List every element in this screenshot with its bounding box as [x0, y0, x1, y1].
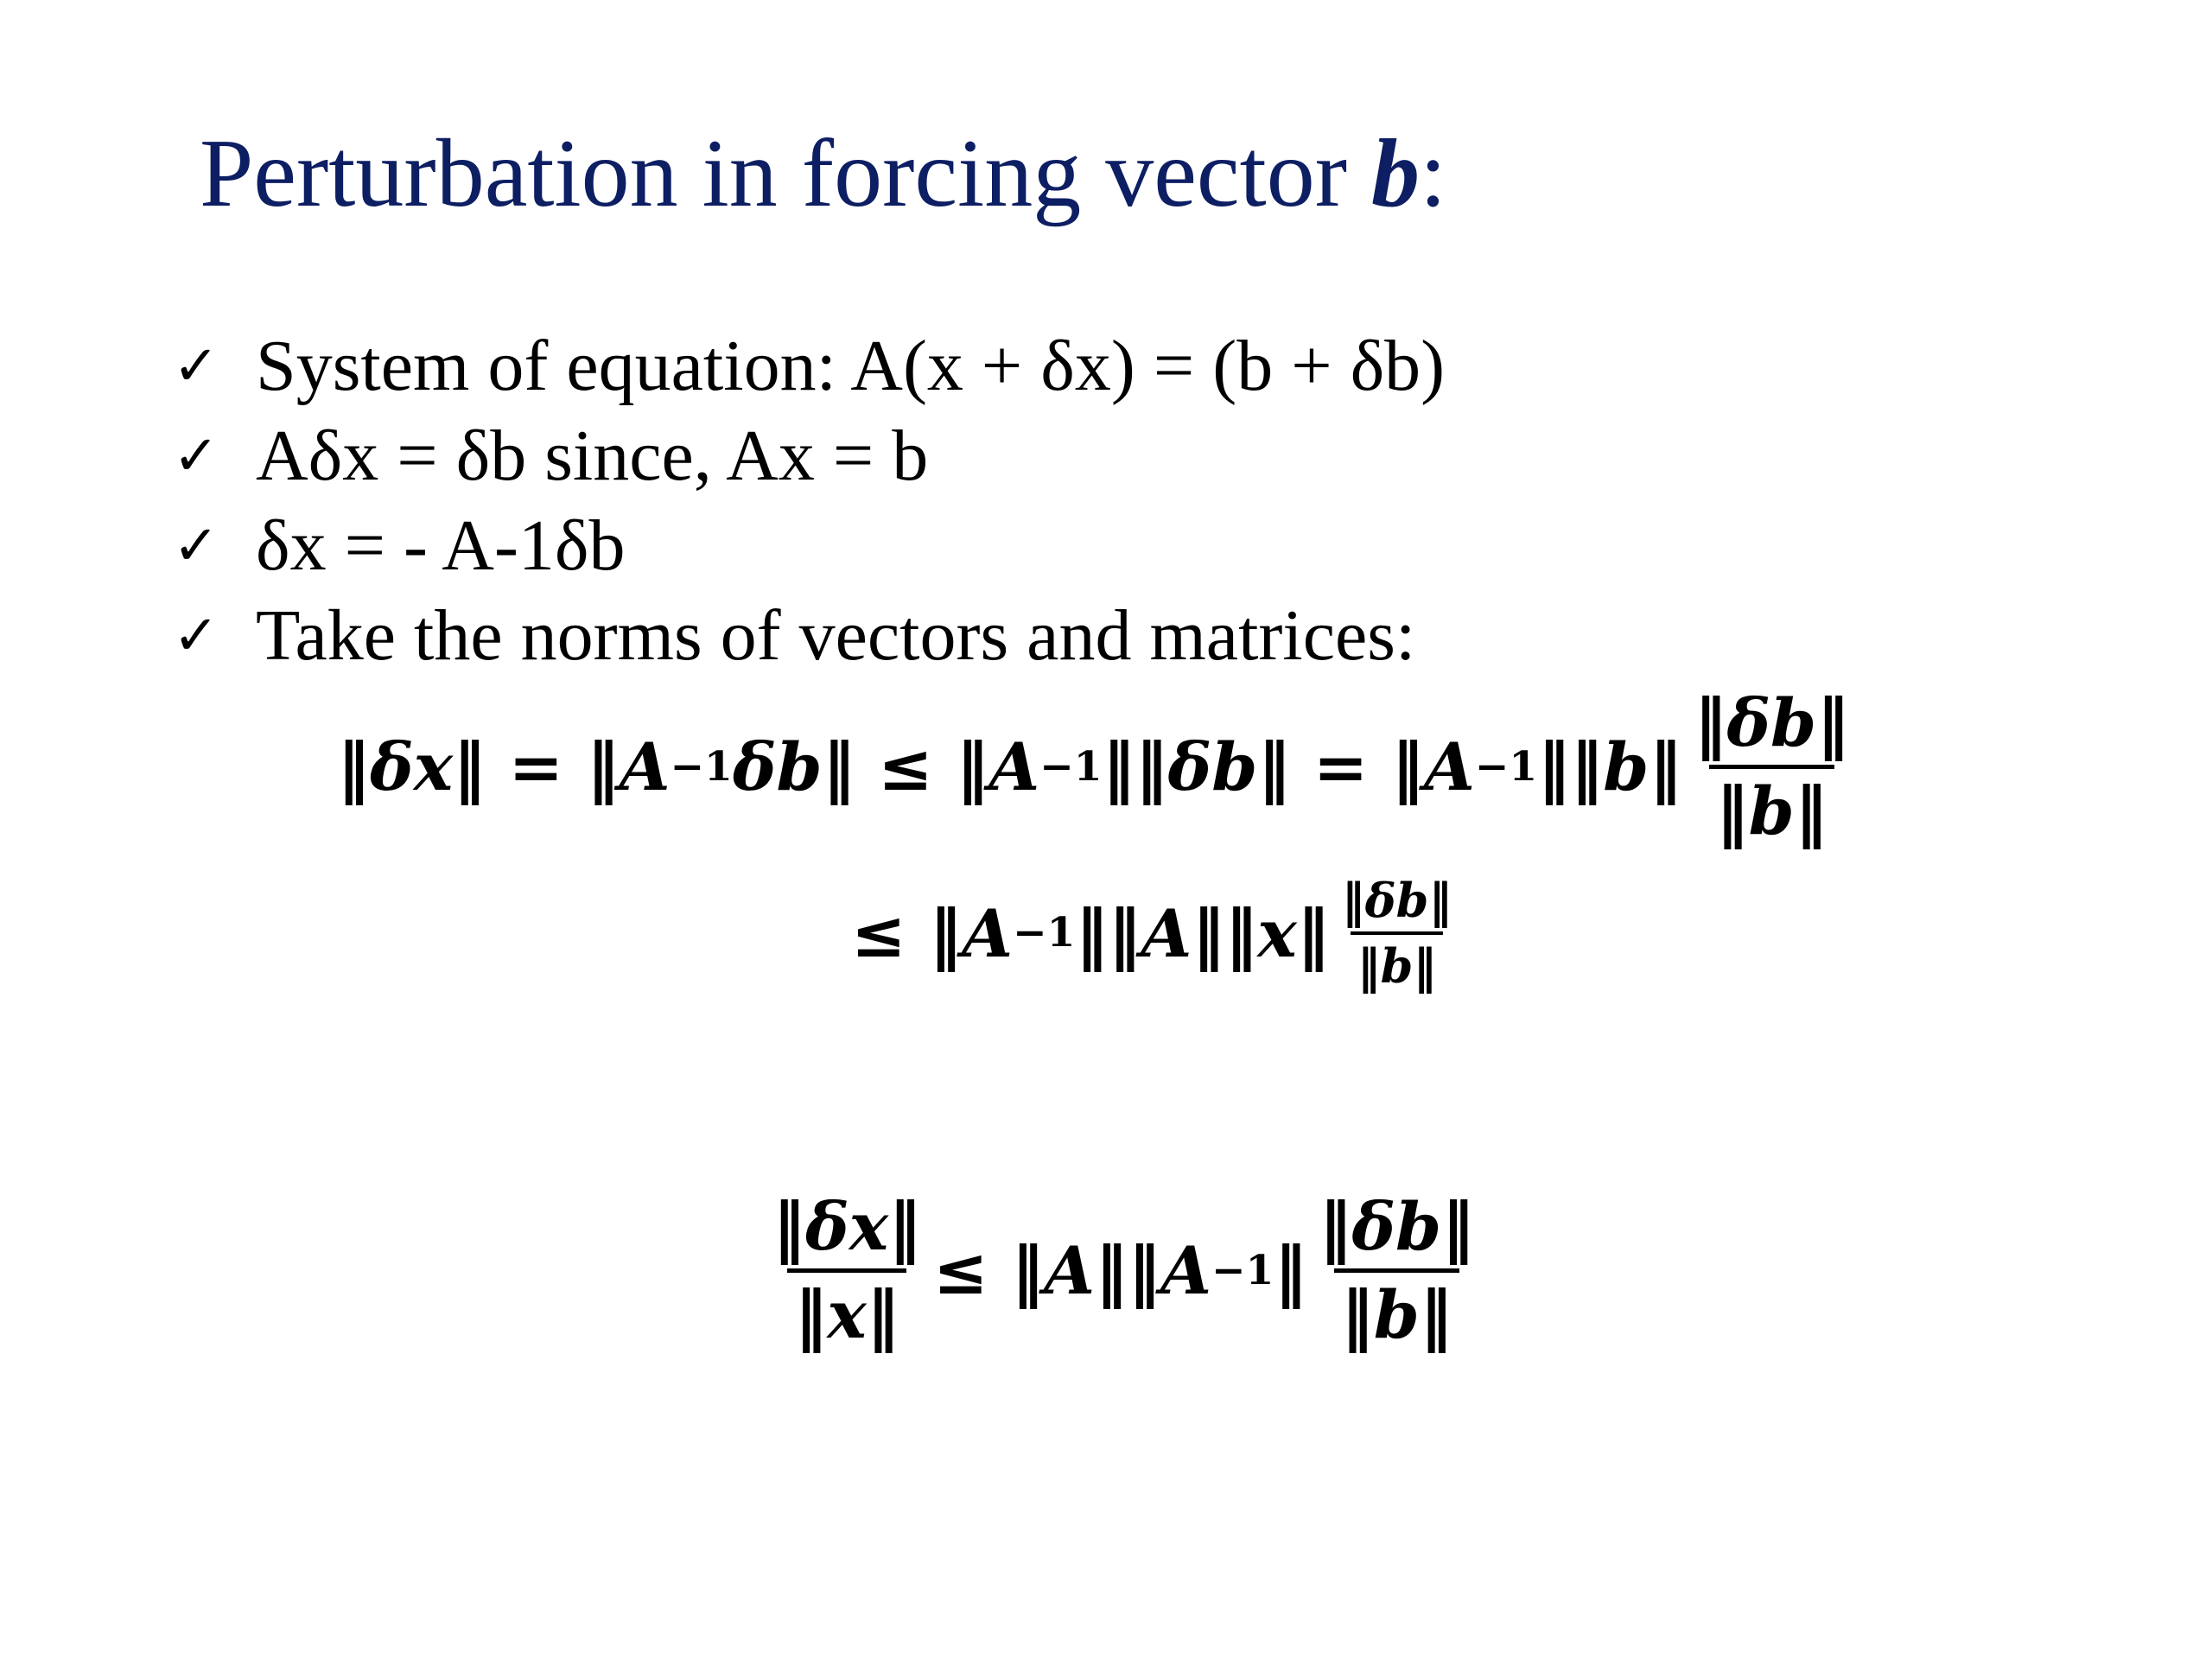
bullet-text: δx = - A-1δb: [256, 505, 626, 586]
eq1-fraction: [1687, 684, 1856, 849]
eq3-rhs-fraction: [1312, 1188, 1481, 1353]
eq1-part: δb‖ ≤ ‖A: [732, 728, 1040, 805]
eq1-part: ‖δx‖ = ‖A: [337, 728, 671, 805]
check-icon: ✓: [173, 604, 219, 668]
eq3-part: ≤ ‖A‖‖A: [933, 1232, 1212, 1309]
norm-inequality-line-1: ‖δx‖ = ‖A −1 δb‖ ≤ ‖A −1 ‖‖δb‖ = ‖A −1 ‖‖b‖ $\frac{‖\delta b‖}{‖b‖}$: [337, 684, 1861, 849]
eq1-part: ‖‖δb‖ = ‖A: [1102, 728, 1475, 805]
eq1-numerator: ‖δb‖: [1694, 684, 1850, 761]
norm-inequality-line-2: ≤ ‖A −1 ‖‖A‖‖x‖ $\frac{‖\delta b‖}{‖b‖}$: [851, 873, 1464, 994]
eq1-part: ‖‖b‖: [1537, 728, 1682, 805]
title-text: Perturbation in forcing vector: [200, 120, 1372, 227]
eq2-denominator: ‖b‖: [1351, 931, 1444, 994]
eq3-lhs-denominator: ‖x‖: [787, 1268, 906, 1353]
eq3-lhs-fraction: [766, 1188, 928, 1353]
eq3-rhs-denominator: ‖b‖: [1334, 1268, 1459, 1353]
eq2-fraction: [1335, 873, 1459, 994]
eq3-part: ‖: [1274, 1232, 1307, 1309]
title-colon: :: [1420, 120, 1447, 227]
title-variable: b: [1371, 120, 1421, 227]
condition-number-inequality: $\frac{‖\delta x‖}{‖x‖}$ ≤ ‖A‖‖A −1 ‖ $\frac{‖\delta b‖}{‖b‖}$: [760, 1188, 1486, 1353]
bullet-text: System of equation: A(x + δx) = (b + δb): [256, 326, 1446, 406]
eq3-rhs-numerator: ‖δb‖: [1319, 1188, 1475, 1265]
eq2-numerator: ‖δb‖: [1341, 873, 1452, 928]
eq1-denominator: ‖b‖: [1709, 765, 1834, 849]
bullet-text: Take the norms of vectors and matrices:: [256, 595, 1416, 676]
slide-title: [200, 121, 1446, 227]
check-icon: ✓: [173, 514, 219, 578]
bullet-text: Aδx = δb since, Ax = b: [256, 416, 929, 496]
eq3-lhs-numerator: ‖δx‖: [772, 1188, 922, 1265]
check-icon: ✓: [173, 424, 219, 488]
eq2-part: ≤ ‖A: [851, 894, 1014, 972]
check-icon: ✓: [173, 334, 219, 398]
eq2-part: ‖‖A‖‖x‖: [1075, 894, 1330, 972]
